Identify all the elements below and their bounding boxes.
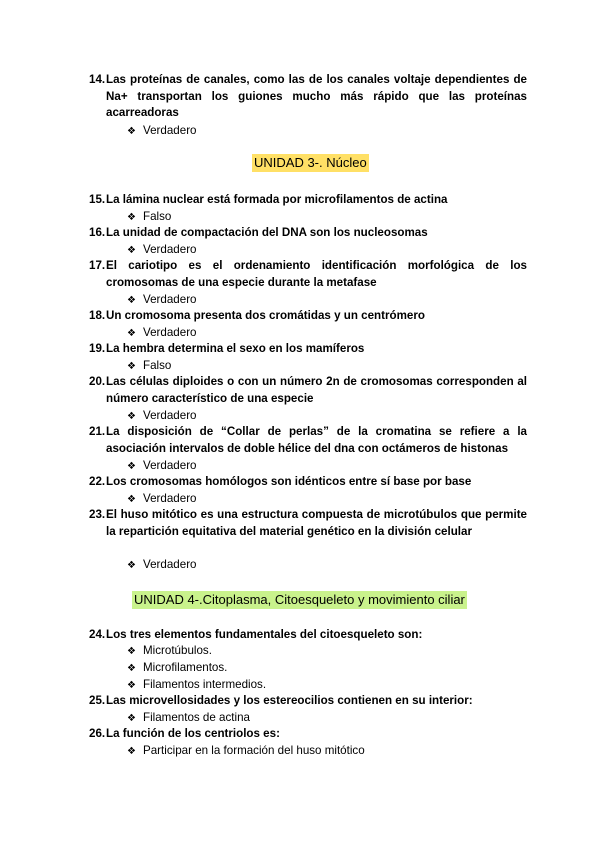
answer-text: Verdadero <box>143 558 197 571</box>
question-20 <box>89 374 527 407</box>
question-number: 26. <box>89 727 106 740</box>
answer <box>127 242 197 258</box>
question-text: Los cromosomas homólogos son idénticos entre sí base por base <box>106 475 472 488</box>
diamond-bullet-icon: ❖ <box>127 494 136 505</box>
answer <box>127 491 197 507</box>
question-23 <box>89 507 527 540</box>
question-number: 25. <box>89 694 106 707</box>
question-22 <box>89 474 527 491</box>
answer <box>127 325 197 341</box>
question-text: La hembra determina el sexo en los mamíferos <box>106 342 365 355</box>
question-number: 20. <box>89 375 106 388</box>
diamond-bullet-icon: ❖ <box>127 245 136 256</box>
question-21 <box>89 424 527 457</box>
diamond-bullet-icon: ❖ <box>127 746 136 757</box>
answer-text: Verdadero <box>143 459 197 472</box>
question-number: 22. <box>89 475 106 488</box>
question-text: La función de los centriolos es: <box>106 727 280 740</box>
diamond-bullet-icon: ❖ <box>127 646 136 657</box>
question-text: La unidad de compactación del DNA son los nucleosomas <box>106 226 428 239</box>
answer-text: Microfilamentos. <box>143 661 228 674</box>
answer-text: Participar en la formación del huso mitótico <box>143 744 365 757</box>
answer-text: Verdadero <box>143 124 197 137</box>
answer-text: Falso <box>143 210 172 223</box>
answer-text: Verdadero <box>143 409 197 422</box>
question-14 <box>89 72 527 122</box>
question-number: 18. <box>89 309 106 322</box>
answer <box>127 677 266 693</box>
question-text: El cariotipo es el ordenamiento identificación morfológica de los cromosomas de una especie durante la metafase <box>106 259 527 289</box>
unit-3-heading: UNIDAD 3-. Núcleo <box>254 155 367 170</box>
diamond-bullet-icon: ❖ <box>127 212 136 223</box>
answer-text: Verdadero <box>143 326 197 339</box>
answer-text: Verdadero <box>143 243 197 256</box>
answer <box>127 358 171 374</box>
question-25 <box>89 693 527 710</box>
answer <box>127 643 212 659</box>
question-26 <box>89 726 527 743</box>
unit-4-heading: UNIDAD 4-.Citoplasma, Citoesqueleto y movimiento ciliar <box>134 592 465 607</box>
answer <box>127 557 197 573</box>
question-15 <box>89 192 527 209</box>
answer-text: Falso <box>143 359 172 372</box>
question-text: Las proteínas de canales, como las de los canales voltaje dependientes de Na+ transportan los guiones mucho más rápido que las proteínas acarreadoras <box>106 73 527 120</box>
answer-text: Verdadero <box>143 492 197 505</box>
question-number: 16. <box>89 226 106 239</box>
answer <box>127 660 227 676</box>
question-number: 17. <box>89 259 106 272</box>
answer <box>127 123 197 139</box>
question-number: 14. <box>89 73 106 86</box>
diamond-bullet-icon: ❖ <box>127 295 136 306</box>
question-text: Un cromosoma presenta dos cromátidas y un centrómero <box>106 309 425 322</box>
diamond-bullet-icon: ❖ <box>127 680 136 691</box>
answer <box>127 292 197 308</box>
diamond-bullet-icon: ❖ <box>127 560 136 571</box>
answer-text: Verdadero <box>143 293 197 306</box>
question-number: 24. <box>89 628 106 641</box>
question-text: Los tres elementos fundamentales del citoesqueleto son: <box>106 628 423 641</box>
question-17 <box>89 258 527 291</box>
question-19 <box>89 341 527 358</box>
answer <box>127 458 197 474</box>
diamond-bullet-icon: ❖ <box>127 461 136 472</box>
diamond-bullet-icon: ❖ <box>127 361 136 372</box>
answer-text: Microtúbulos. <box>143 644 212 657</box>
diamond-bullet-icon: ❖ <box>127 328 136 339</box>
question-text: Las células diploides o con un número 2n de cromosomas corresponden al número característico de una especie <box>106 375 527 405</box>
answer-text: Filamentos de actina <box>143 711 250 724</box>
question-number: 19. <box>89 342 106 355</box>
question-text: La lámina nuclear está formada por microfilamentos de actina <box>106 193 448 206</box>
question-text: La disposición de “Collar de perlas” de la cromatina se refiere a la asociación intervalos de doble hélice del dna con octámeros de histonas <box>106 425 527 455</box>
answer <box>127 710 250 726</box>
question-number: 15. <box>89 193 106 206</box>
diamond-bullet-icon: ❖ <box>127 663 136 674</box>
answer <box>127 743 365 759</box>
question-16 <box>89 225 527 242</box>
question-24 <box>89 627 527 644</box>
question-number: 21. <box>89 425 106 438</box>
answer-text: Filamentos intermedios. <box>143 678 267 691</box>
answer <box>127 209 171 225</box>
diamond-bullet-icon: ❖ <box>127 126 136 137</box>
question-number: 23. <box>89 508 106 521</box>
question-18 <box>89 308 527 325</box>
question-text: El huso mitótico es una estructura compuesta de microtúbulos que permite la repartición equitativa del material genético en la división celular <box>106 508 527 538</box>
answer <box>127 408 197 424</box>
question-text: Las microvellosidades y los estereocilios contienen en su interior: <box>106 694 473 707</box>
diamond-bullet-icon: ❖ <box>127 411 136 422</box>
diamond-bullet-icon: ❖ <box>127 713 136 724</box>
